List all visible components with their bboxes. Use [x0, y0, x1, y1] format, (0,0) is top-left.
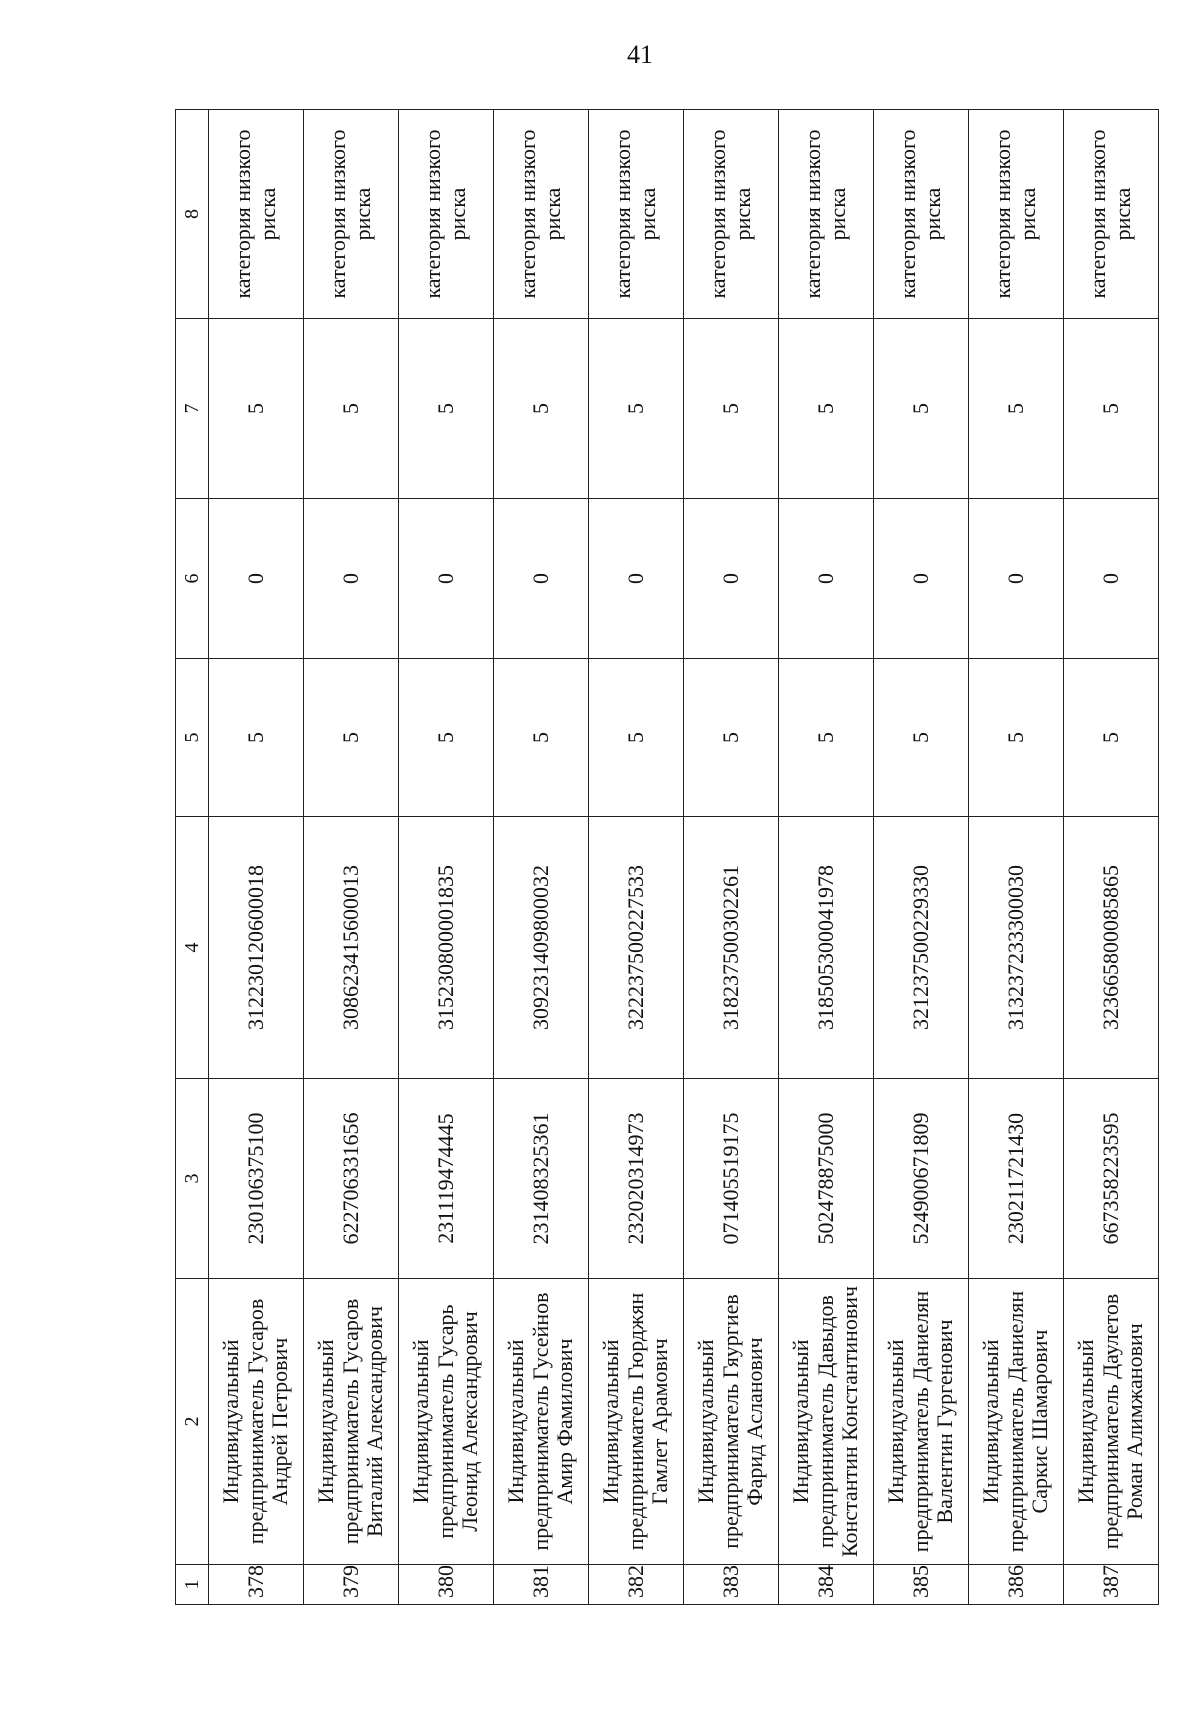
inn-cell: 230106375100 [209, 1079, 304, 1279]
row-number: 384 [779, 1565, 874, 1605]
row-number: 378 [209, 1565, 304, 1605]
registry-table [175, 109, 1159, 1605]
table-body [209, 110, 1159, 1605]
column-header: 1 [176, 1565, 209, 1605]
column-5-value: 5 [494, 659, 589, 817]
risk-category: категория низкого риска [304, 110, 399, 319]
inn-cell: 231408325361 [494, 1079, 589, 1279]
column-header: 5 [176, 659, 209, 817]
row-number: 382 [589, 1565, 684, 1605]
column-6-value: 0 [969, 499, 1064, 659]
table-row [399, 110, 494, 1605]
table-row [494, 110, 589, 1605]
table-row [589, 110, 684, 1605]
column-header: 3 [176, 1079, 209, 1279]
column-5-value: 5 [589, 659, 684, 817]
inn-cell: 524900671809 [874, 1079, 969, 1279]
column-7-value: 5 [209, 319, 304, 499]
risk-category: категория низкого риска [494, 110, 589, 319]
table-row [684, 110, 779, 1605]
entrepreneur-name: Индивидуальный предприниматель Гусаров Виталий Александрович [304, 1279, 399, 1565]
row-number: 380 [399, 1565, 494, 1605]
ogrnip-cell: 315230800001835 [399, 817, 494, 1079]
column-header: 2 [176, 1279, 209, 1565]
entrepreneur-name: Индивидуальный предприниматель Гюрджян Гамлет Арамович [589, 1279, 684, 1565]
entrepreneur-name: Индивидуальный предприниматель Гусейнов Амир Фамилович [494, 1279, 589, 1565]
ogrnip-cell: 308623415600013 [304, 817, 399, 1079]
column-header: 8 [176, 110, 209, 319]
column-header: 7 [176, 319, 209, 499]
inn-cell: 622706331656 [304, 1079, 399, 1279]
column-6-value: 0 [684, 499, 779, 659]
ogrnip-cell: 323665800085865 [1064, 817, 1159, 1079]
ogrnip-cell: 313237233300030 [969, 817, 1064, 1079]
ogrnip-cell: 318237500302261 [684, 817, 779, 1079]
entrepreneur-name: Индивидуальный предприниматель Гусарь Леонид Александрович [399, 1279, 494, 1565]
column-number-row [176, 110, 209, 1605]
column-7-value: 5 [684, 319, 779, 499]
row-number: 386 [969, 1565, 1064, 1605]
column-7-value: 5 [874, 319, 969, 499]
table-row [209, 110, 304, 1605]
table-row [779, 110, 874, 1605]
column-5-value: 5 [684, 659, 779, 817]
table-row [1064, 110, 1159, 1605]
risk-category: категория низкого риска [209, 110, 304, 319]
risk-category: категория низкого риска [779, 110, 874, 319]
inn-cell: 232020314973 [589, 1079, 684, 1279]
entrepreneur-name: Индивидуальный предприниматель Даниелян Валентин Гургенович [874, 1279, 969, 1565]
risk-category: категория низкого риска [1064, 110, 1159, 319]
entrepreneur-name: Индивидуальный предприниматель Даулетов Роман Алимжанович [1064, 1279, 1159, 1565]
column-7-value: 5 [304, 319, 399, 499]
entrepreneur-name: Индивидуальный предприниматель Даниелян Саркис Шамарович [969, 1279, 1064, 1565]
column-5-value: 5 [304, 659, 399, 817]
column-7-value: 5 [589, 319, 684, 499]
column-7-value: 5 [779, 319, 874, 499]
column-6-value: 0 [589, 499, 684, 659]
column-7-value: 5 [969, 319, 1064, 499]
ogrnip-cell: 312230120600018 [209, 817, 304, 1079]
inn-cell: 230211721430 [969, 1079, 1064, 1279]
column-6-value: 0 [494, 499, 589, 659]
ogrnip-cell: 309231409800032 [494, 817, 589, 1079]
column-5-value: 5 [399, 659, 494, 817]
rotated-table-wrapper [175, 110, 1148, 1605]
column-7-value: 5 [399, 319, 494, 499]
entrepreneur-name: Индивидуальный предприниматель Гусаров Андрей Петрович [209, 1279, 304, 1565]
column-6-value: 0 [1064, 499, 1159, 659]
column-7-value: 5 [494, 319, 589, 499]
column-5-value: 5 [1064, 659, 1159, 817]
column-5-value: 5 [779, 659, 874, 817]
column-6-value: 0 [209, 499, 304, 659]
inn-cell: 502478875000 [779, 1079, 874, 1279]
risk-category: категория низкого риска [874, 110, 969, 319]
table-row [874, 110, 969, 1605]
row-number: 385 [874, 1565, 969, 1605]
inn-cell: 071405519175 [684, 1079, 779, 1279]
ogrnip-cell: 322237500227533 [589, 817, 684, 1079]
column-header: 4 [176, 817, 209, 1079]
column-7-value: 5 [1064, 319, 1159, 499]
column-6-value: 0 [779, 499, 874, 659]
row-number: 381 [494, 1565, 589, 1605]
entrepreneur-name: Индивидуальный предприниматель Давыдов Константин Константинович [779, 1279, 874, 1565]
row-number: 383 [684, 1565, 779, 1605]
column-5-value: 5 [874, 659, 969, 817]
ogrnip-cell: 318505300041978 [779, 817, 874, 1079]
risk-category: категория низкого риска [684, 110, 779, 319]
risk-category: категория низкого риска [589, 110, 684, 319]
column-header: 6 [176, 499, 209, 659]
risk-category: категория низкого риска [969, 110, 1064, 319]
entrepreneur-name: Индивидуальный предприниматель Гяургиев Фарид Асланович [684, 1279, 779, 1565]
column-6-value: 0 [874, 499, 969, 659]
ogrnip-cell: 321237500229330 [874, 817, 969, 1079]
row-number: 387 [1064, 1565, 1159, 1605]
inn-cell: 667358223595 [1064, 1079, 1159, 1279]
column-5-value: 5 [209, 659, 304, 817]
column-6-value: 0 [304, 499, 399, 659]
column-6-value: 0 [399, 499, 494, 659]
page-number: 41 [627, 40, 653, 69]
risk-category: категория низкого риска [399, 110, 494, 319]
inn-cell: 231119474445 [399, 1079, 494, 1279]
column-5-value: 5 [969, 659, 1064, 817]
table-row [304, 110, 399, 1605]
table-row [969, 110, 1064, 1605]
row-number: 379 [304, 1565, 399, 1605]
